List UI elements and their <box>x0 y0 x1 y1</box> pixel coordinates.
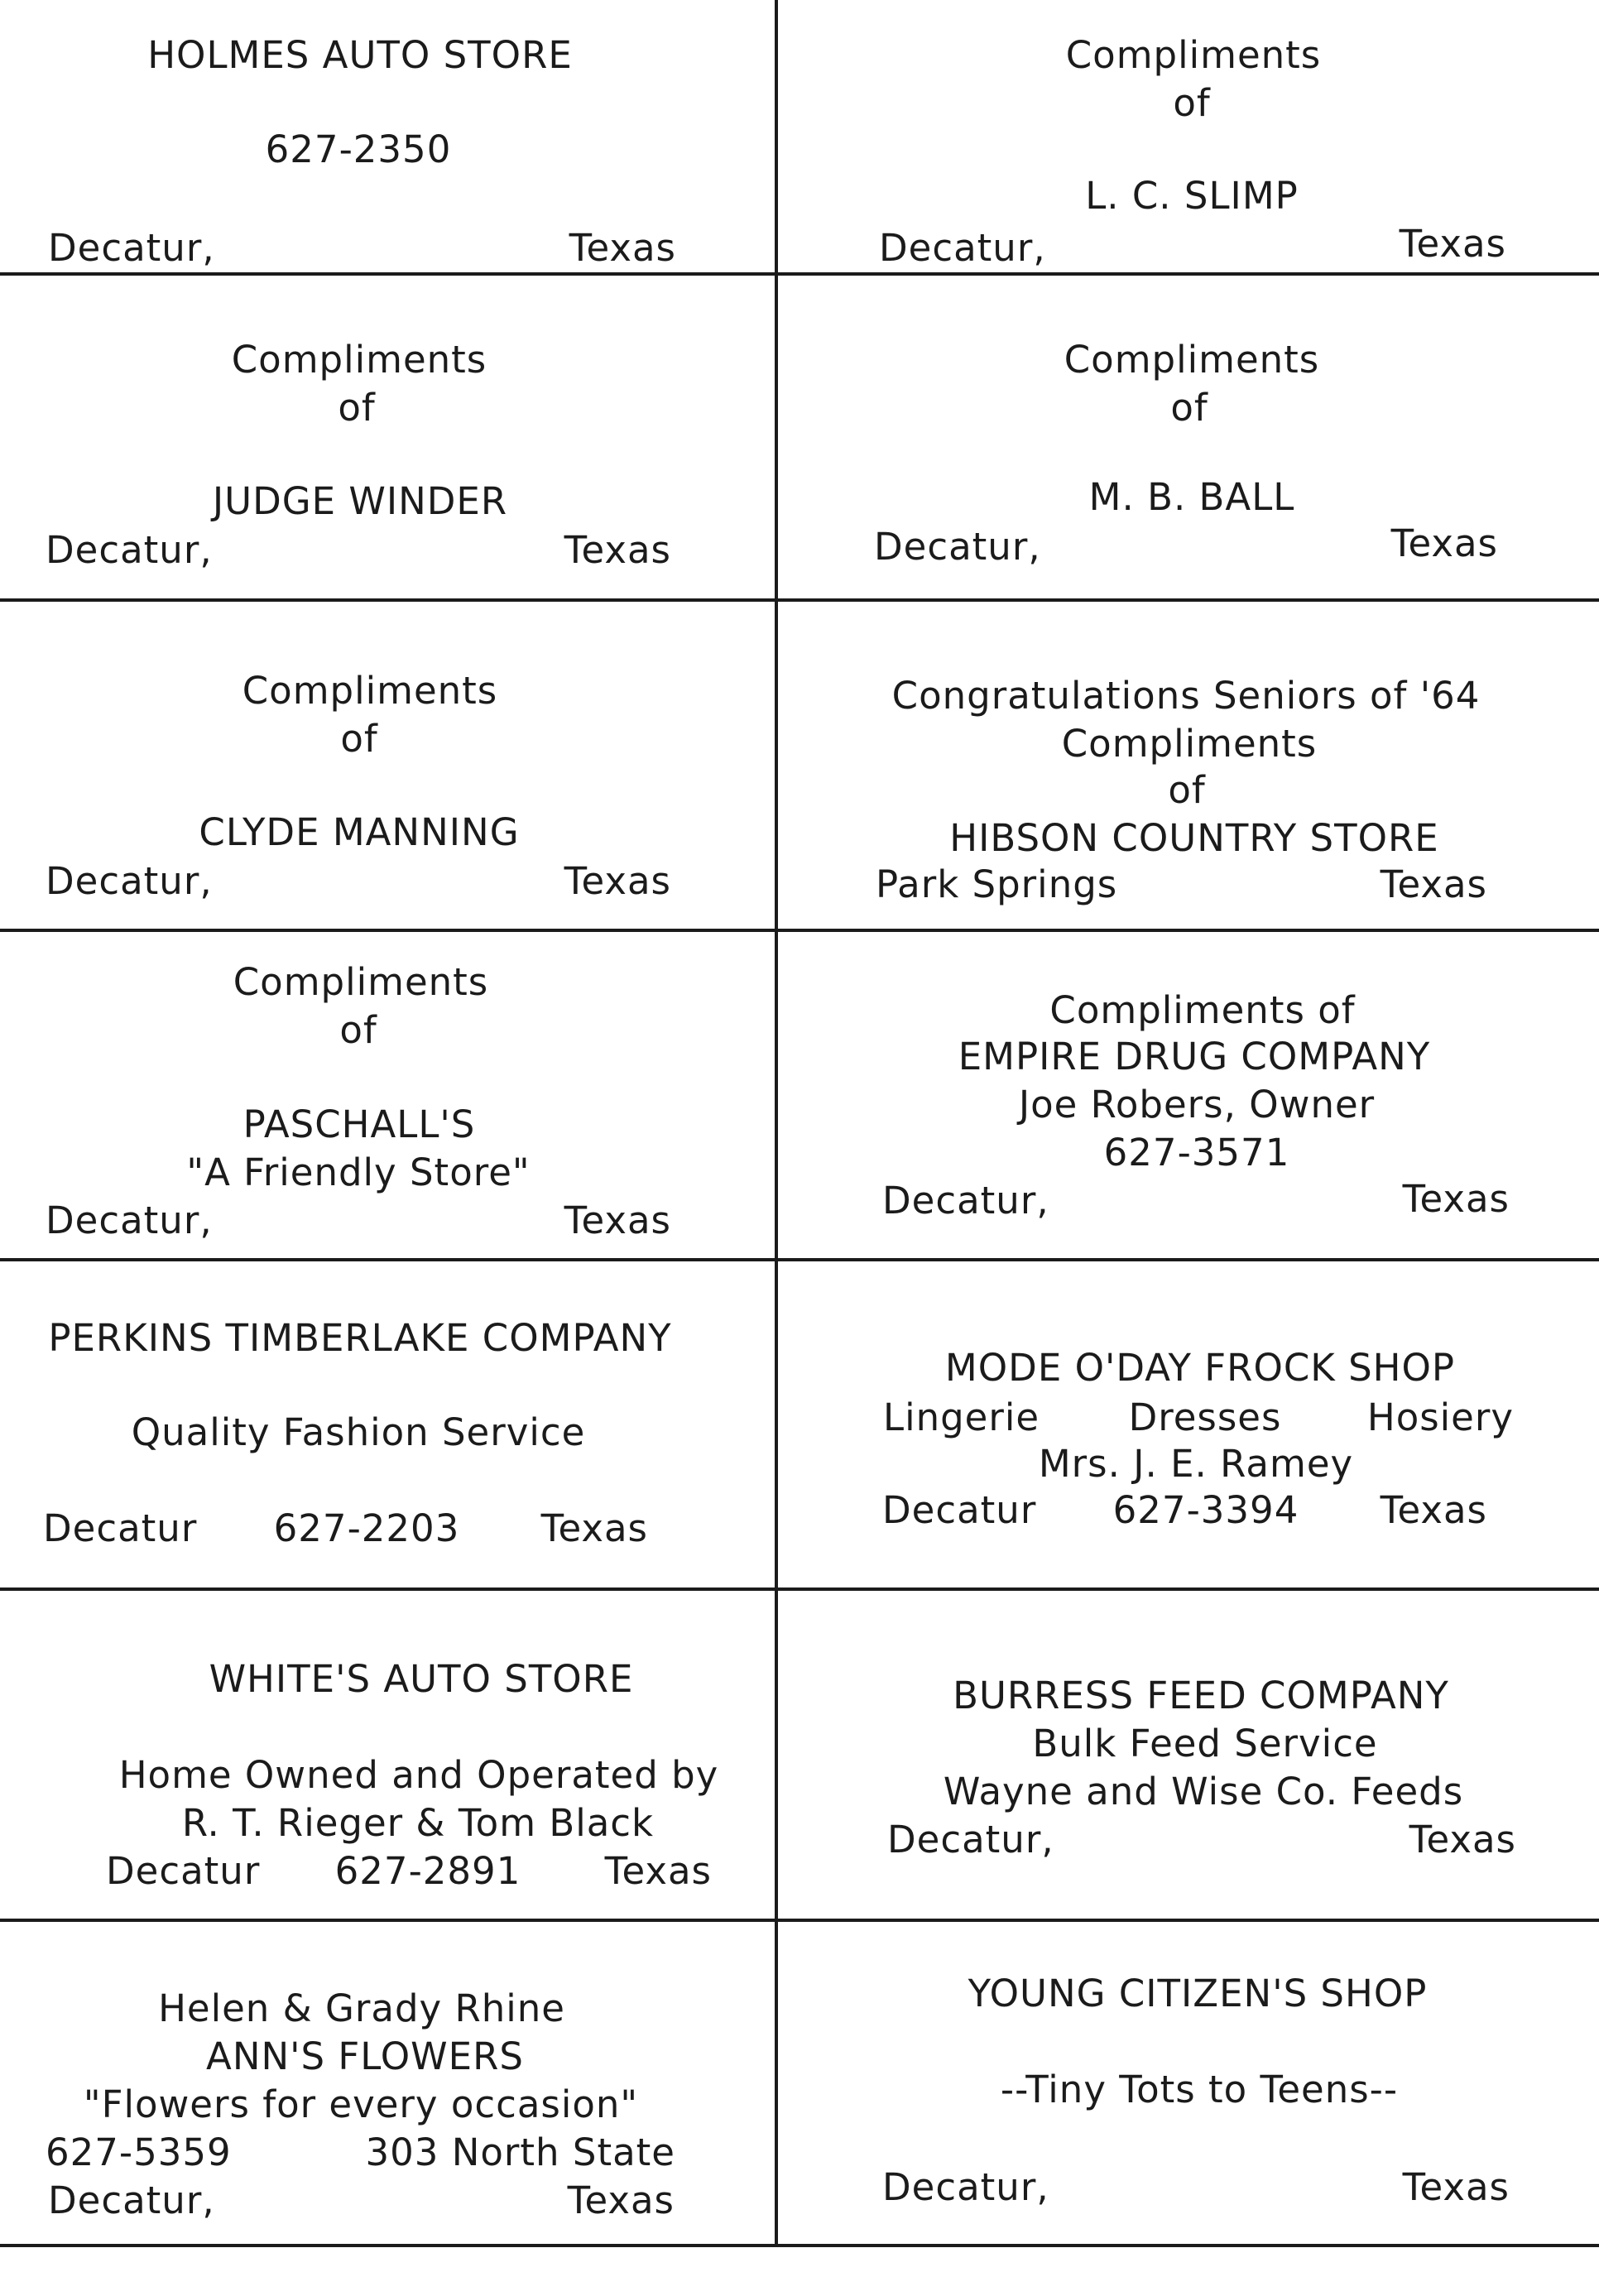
item-dresses: Dresses <box>1128 1395 1282 1439</box>
state: Texas <box>1399 222 1506 266</box>
business-name: MODE O'DAY FROCK SHOP <box>944 1346 1456 1390</box>
business-name: HIBSON COUNTRY STORE <box>949 816 1439 860</box>
phone-number: 627-5359 <box>46 2130 232 2174</box>
business-name: PERKINS TIMBERLAKE COMPANY <box>48 1316 672 1360</box>
service-text: Bulk Feed Service <box>1032 1722 1378 1765</box>
business-name: EMPIRE DRUG COMPANY <box>958 1035 1431 1078</box>
of-text: of <box>340 717 378 761</box>
compliments-text: Compliments <box>242 669 498 713</box>
city: Decatur, <box>879 226 1046 270</box>
owner: Joe Robers, Owner <box>1018 1083 1376 1126</box>
headline: Congratulations Seniors of '64 <box>891 674 1481 718</box>
compliments-text: Compliments <box>233 960 489 1004</box>
compliments-text: Compliments of <box>1049 988 1356 1032</box>
operators: R. T. Rieger & Tom Black <box>181 1801 655 1845</box>
city: Decatur <box>106 1849 261 1893</box>
phone-number: 627-3394 <box>1112 1488 1299 1532</box>
city: Decatur, <box>882 2165 1049 2209</box>
business-name: CLYDE MANNING <box>199 810 520 854</box>
state: Texas <box>564 528 671 572</box>
slogan: "Flowers for every occasion" <box>83 2082 639 2126</box>
state: Texas <box>1402 2165 1510 2209</box>
city: Decatur <box>43 1506 198 1550</box>
feeds-text: Wayne and Wise Co. Feeds <box>943 1770 1464 1813</box>
phone-number: 627-2203 <box>273 1506 460 1550</box>
state: Texas <box>1380 1488 1487 1532</box>
state: Texas <box>604 1849 712 1893</box>
compliments-text: Compliments <box>1061 722 1318 766</box>
phone-number: 627-3571 <box>1103 1131 1290 1174</box>
owners: Helen & Grady Rhine <box>158 1986 565 2030</box>
center-divider <box>775 0 778 2247</box>
city: Decatur, <box>887 1818 1054 1861</box>
slogan: --Tiny Tots to Teens-- <box>1000 2068 1399 2111</box>
city: Decatur, <box>46 528 213 572</box>
state: Texas <box>1380 862 1487 906</box>
of-text: of <box>339 1008 377 1052</box>
row-divider <box>0 272 1599 276</box>
business-name: ANN'S FLOWERS <box>206 2034 524 2078</box>
owner: Mrs. J. E. Ramey <box>1038 1442 1354 1486</box>
compliments-text: Compliments <box>1064 338 1320 382</box>
of-text: of <box>1170 386 1208 430</box>
item-hosiery: Hosiery <box>1366 1395 1514 1439</box>
row-divider <box>0 2244 1599 2247</box>
city: Park Springs <box>876 862 1118 906</box>
state: Texas <box>1402 1177 1510 1221</box>
business-name: JUDGE WINDER <box>212 479 508 523</box>
business-name: YOUNG CITIZEN'S SHOP <box>968 1972 1428 2015</box>
state: Texas <box>567 2178 675 2222</box>
phone-number: 627-2891 <box>334 1849 521 1893</box>
city: Decatur <box>882 1488 1037 1532</box>
row-divider <box>0 598 1599 602</box>
row-divider <box>0 929 1599 932</box>
business-name: BURRESS FEED COMPANY <box>953 1674 1449 1717</box>
city: Decatur, <box>882 1179 1049 1222</box>
phone-number: 627-2350 <box>265 127 452 171</box>
of-text: of <box>1173 81 1211 125</box>
address: 303 North State <box>365 2130 675 2174</box>
state: Texas <box>540 1506 648 1550</box>
city: Decatur, <box>874 525 1041 569</box>
operated-by-text: Home Owned and Operated by <box>118 1753 719 1797</box>
compliments-text: Compliments <box>1065 33 1322 77</box>
slogan: Quality Fashion Service <box>131 1410 586 1454</box>
state: Texas <box>1409 1818 1516 1861</box>
state: Texas <box>564 859 671 903</box>
row-divider <box>0 1258 1599 1261</box>
of-text: of <box>1168 768 1206 812</box>
city: Decatur, <box>48 226 215 270</box>
of-text: of <box>338 386 376 430</box>
city: Decatur, <box>46 859 213 903</box>
row-divider <box>0 1588 1599 1591</box>
city: Decatur, <box>46 1198 213 1242</box>
business-name: M. B. BALL <box>1088 475 1295 519</box>
item-lingerie: Lingerie <box>883 1395 1040 1439</box>
state: Texas <box>564 1198 671 1242</box>
business-name: L. C. SLIMP <box>1085 174 1299 218</box>
business-name: WHITE'S AUTO STORE <box>209 1657 634 1701</box>
state: Texas <box>1390 521 1498 565</box>
state: Texas <box>569 226 676 270</box>
business-name: HOLMES AUTO STORE <box>147 33 573 77</box>
compliments-text: Compliments <box>231 338 487 382</box>
row-divider <box>0 1919 1599 1922</box>
business-name: PASCHALL'S <box>242 1102 476 1146</box>
city: Decatur, <box>48 2178 215 2222</box>
slogan: "A Friendly Store" <box>186 1150 531 1194</box>
